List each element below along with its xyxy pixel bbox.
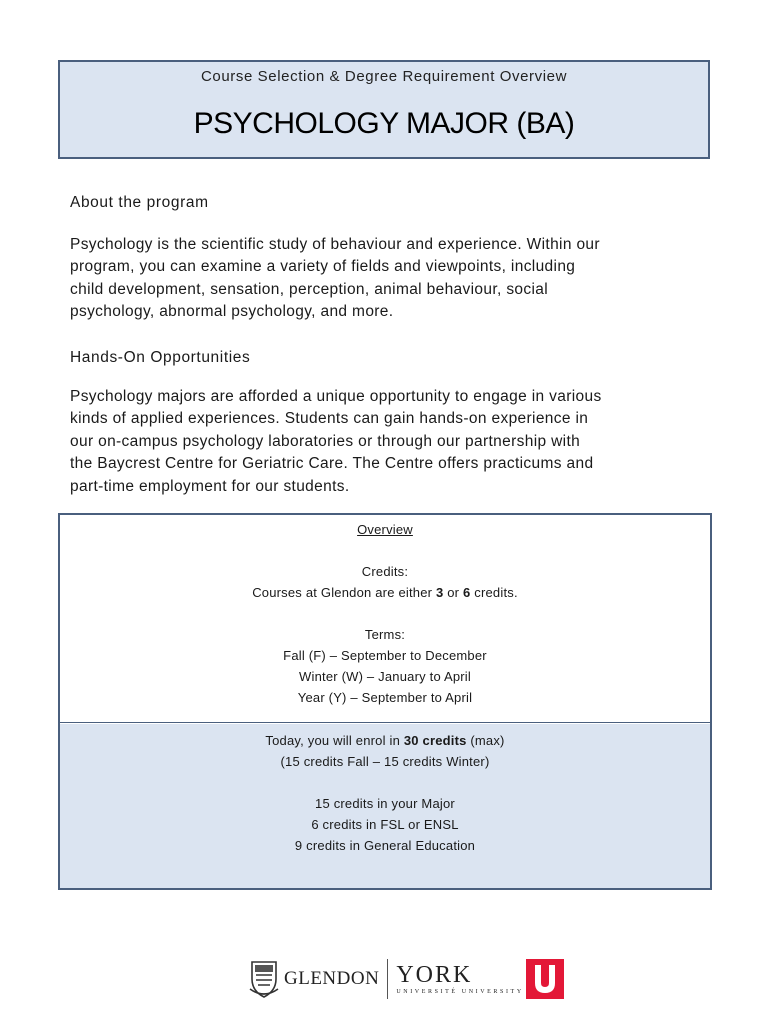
overview-info-panel	[60, 515, 710, 723]
hands-on-line: our on-campus psychology laboratories or through our partnership with	[70, 432, 581, 450]
header-box	[58, 60, 710, 159]
hands-on-line: the Baycrest Centre for Geriatric Care. The Centre offers practicums and	[70, 455, 594, 472]
page-title: PSYCHOLOGY MAJOR (BA)	[193, 107, 575, 140]
about-line: Psychology is the scientific study of behaviour and experience. Within our	[70, 235, 600, 253]
logo-divider	[387, 959, 388, 999]
breakdown-major: 15 credits in your Major	[315, 796, 455, 811]
about-line: program, you can examine a variety of fields and viewpoints, including	[70, 258, 576, 275]
hands-on-line: part-time employment for our students.	[70, 477, 350, 495]
about-heading: About the program	[70, 194, 209, 211]
enrolment-panel	[60, 724, 710, 888]
footer-logos	[248, 958, 564, 1000]
breakdown-gened: 9 credits in General Education	[294, 838, 476, 853]
hands-on-line: Psychology majors are afforded a unique opportunity to engage in various	[70, 387, 602, 405]
york-university-text: UNIVERSITÉ UNIVERSITY	[396, 989, 524, 995]
hands-on-heading: Hands-On Opportunities	[70, 349, 251, 366]
glendon-crest-icon	[248, 959, 280, 999]
about-section	[70, 192, 706, 324]
credits-text: Courses at Glendon are either 3 or 6 credits.	[252, 585, 518, 600]
hands-on-section	[70, 347, 706, 498]
credits-value-6: 6	[463, 585, 471, 600]
overview-box	[58, 513, 712, 890]
credits-value-3: 3	[435, 585, 444, 600]
york-text: YORK	[396, 962, 473, 988]
term-winter: Winter (W) – January to April	[299, 669, 471, 684]
term-fall: Fall (F) – September to December	[283, 648, 487, 663]
term-year: Year (Y) – September to April	[297, 690, 473, 705]
enrol-split: (15 credits Fall – 15 credits Winter)	[280, 754, 490, 769]
york-wordmark	[396, 963, 523, 995]
terms-label: Terms:	[364, 627, 406, 642]
glendon-wordmark: GLENDON	[284, 968, 380, 989]
york-u-logo-icon	[526, 959, 564, 999]
hands-on-line: kinds of applied experiences. Students can gain hands-on experience in	[70, 410, 589, 427]
enrol-text: Today, you will enrol in 30 credits (max)	[265, 733, 505, 748]
about-line: child development, sensation, perception, animal behaviour, social	[70, 280, 549, 298]
header-subtitle: Course Selection & Degree Requirement Overview	[200, 68, 568, 85]
enrol-max-credits: 30 credits	[403, 733, 467, 748]
credits-label: Credits:	[361, 564, 409, 579]
about-line: psychology, abnormal psychology, and more.	[70, 303, 394, 320]
overview-title: Overview	[357, 522, 413, 537]
breakdown-fsl: 6 credits in FSL or ENSL	[311, 817, 459, 832]
